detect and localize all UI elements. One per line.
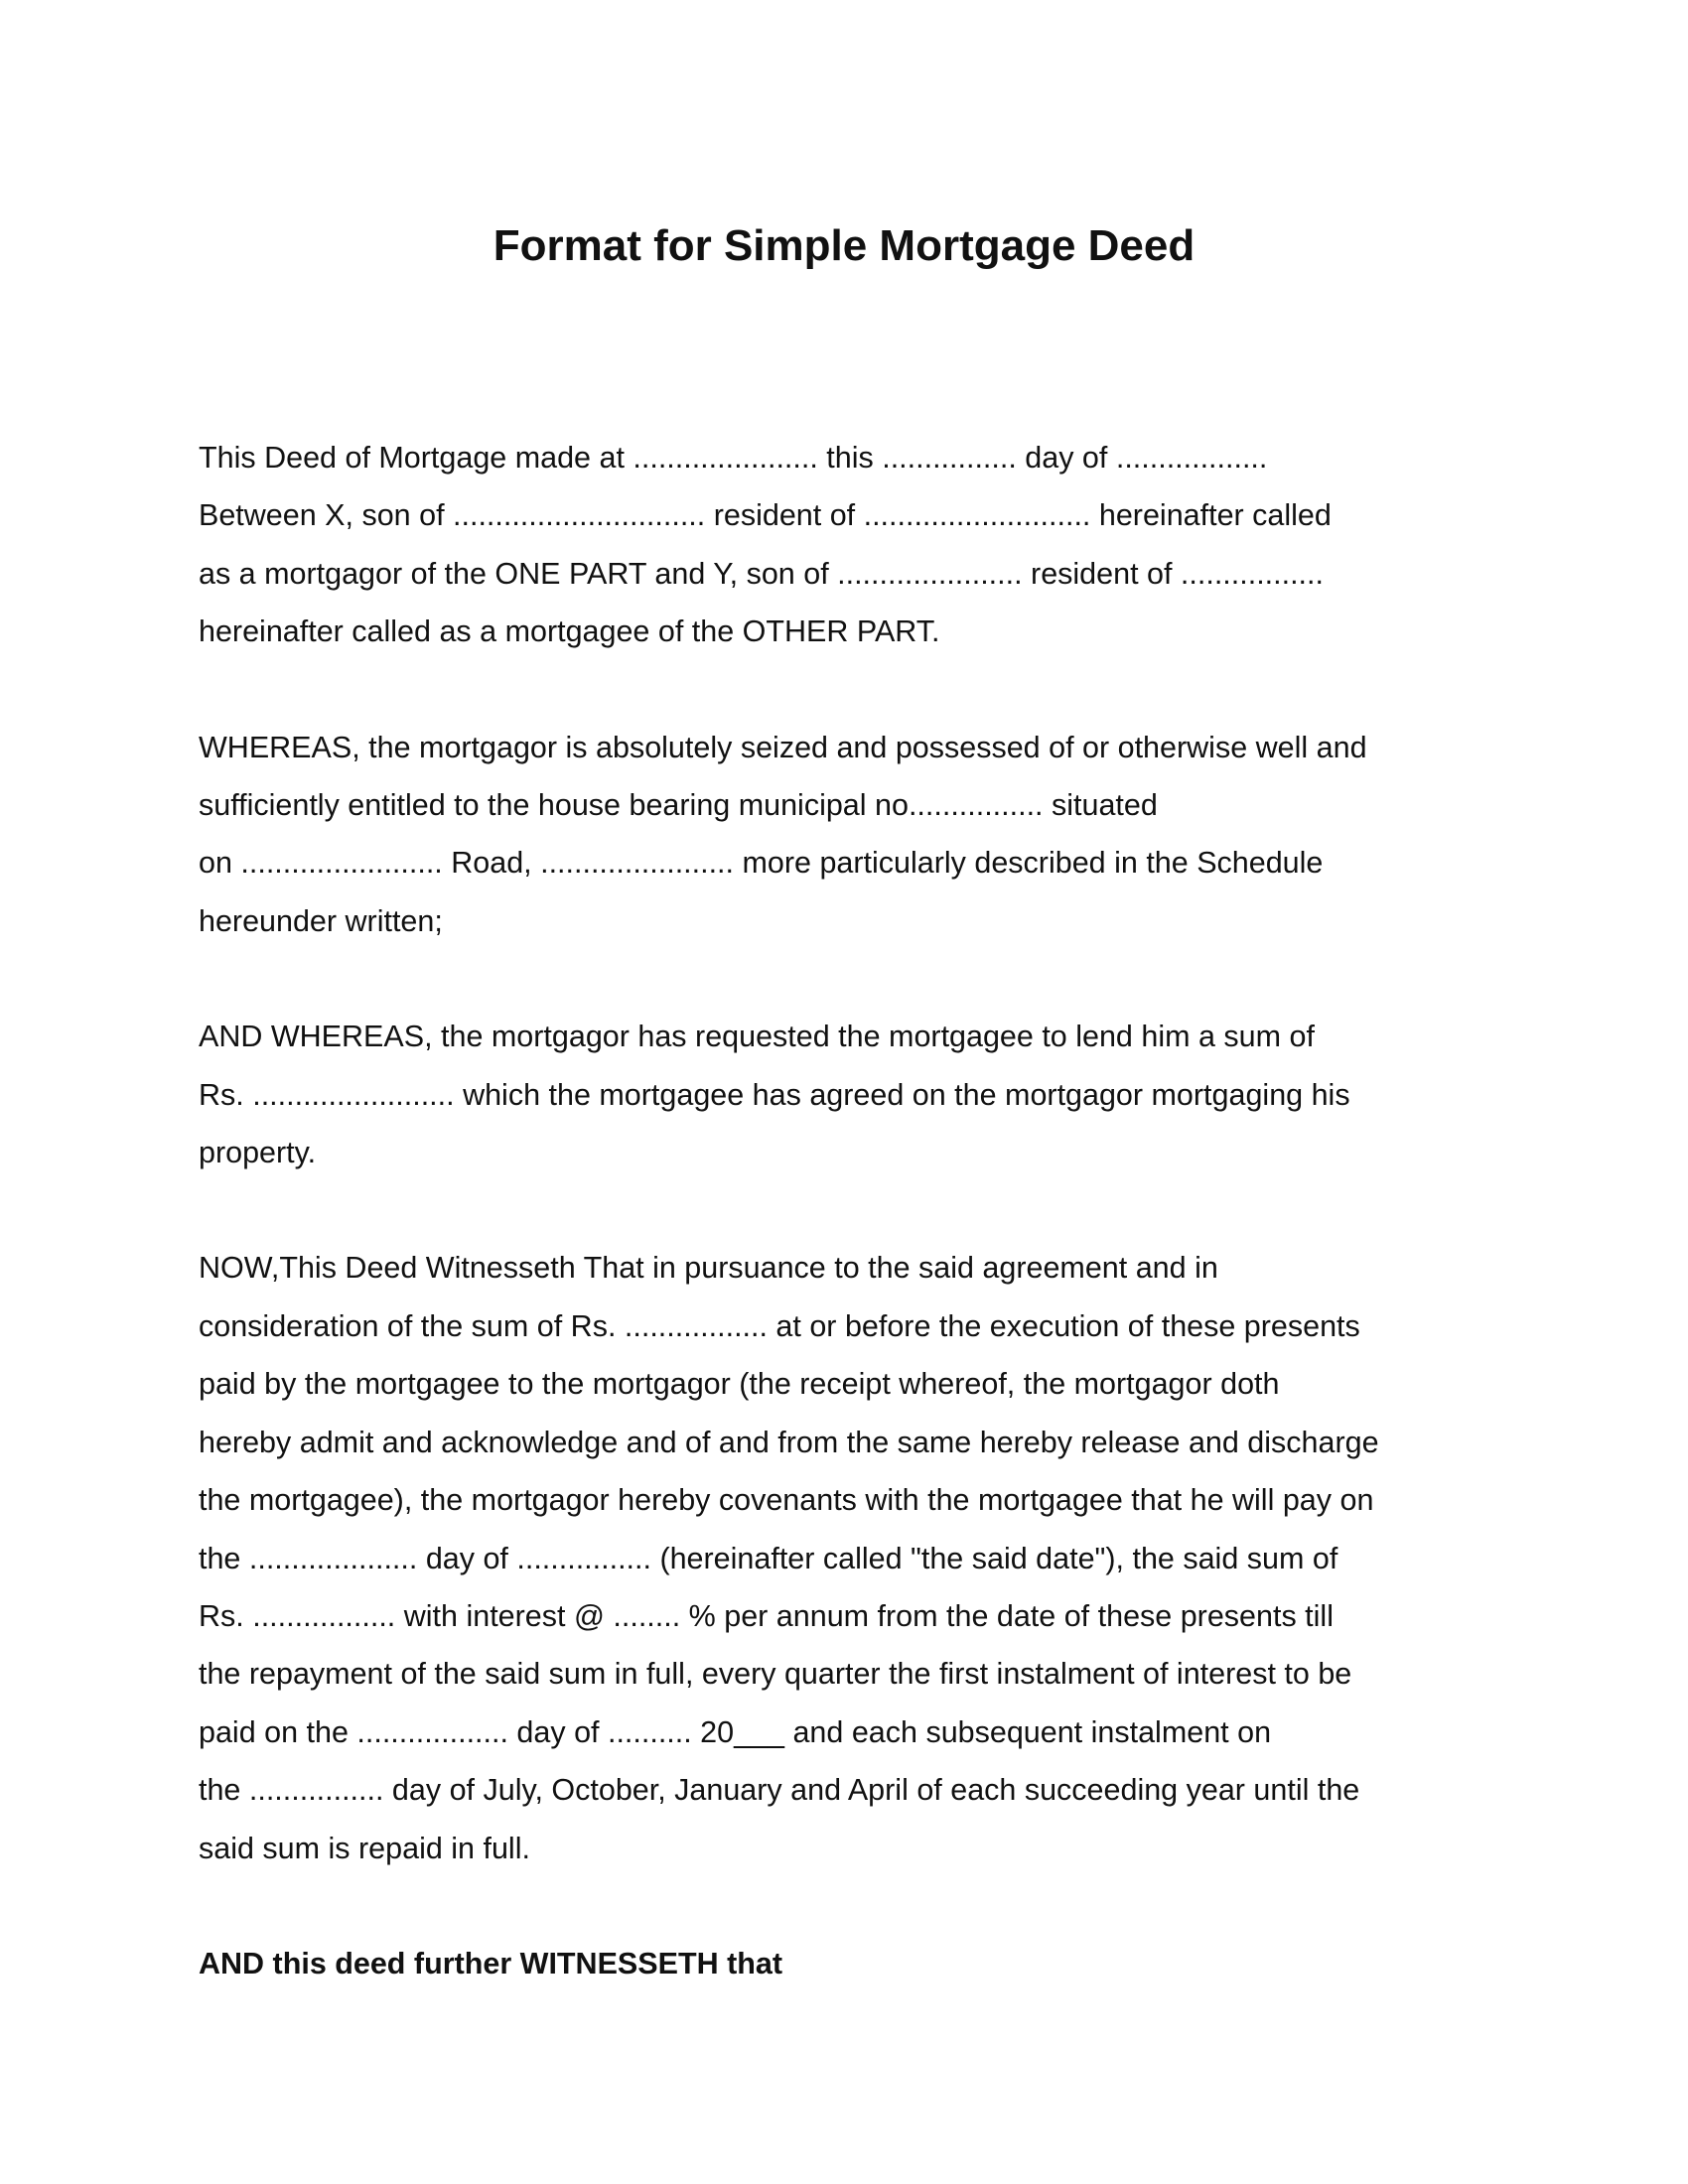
paragraph-line: property.	[199, 1136, 317, 1170]
paragraph-further-witnesseth	[199, 1935, 1509, 1992]
paragraph-line: Rs. ................. with interest @ ........ % per annum from the date of these presents till	[199, 1598, 1334, 1633]
paragraph-line: paid on the .................. day of .......... 20___ and each subsequent instalment on	[199, 1714, 1272, 1749]
paragraph-line: the .................... day of ................ (hereinafter called "the said date"), the said sum of	[199, 1541, 1338, 1575]
paragraph-line: This Deed of Mortgage made at ...................... this ................ day of ..................	[199, 441, 1268, 475]
paragraph-line: hereby admit and acknowledge and of and from the same hereby release and discharge	[199, 1425, 1379, 1459]
paragraph-line: the repayment of the said sum in full, every quarter the first instalment of interest to be	[199, 1657, 1352, 1692]
paragraph-line: sufficiently entitled to the house bearing municipal no................ situated	[199, 788, 1158, 823]
paragraph-line: hereinafter called as a mortgagee of the OTHER PART.	[199, 614, 940, 649]
paragraph-line: hereunder written;	[199, 903, 443, 938]
paragraph-line: AND WHEREAS, the mortgagor has requested the mortgagee to lend him a sum of	[199, 1020, 1315, 1054]
paragraph-line: as a mortgagor of the ONE PART and Y, son of ...................... resident of .................	[199, 556, 1324, 591]
paragraph-and-whereas	[199, 1008, 1509, 1181]
document-body	[199, 429, 1509, 2050]
paragraph-line-bold: AND this deed further WITNESSETH that	[199, 1946, 782, 1980]
paragraph-line: on ........................ Road, ....................... more particularly described in the Schedule	[199, 846, 1324, 881]
paragraph-line: consideration of the sum of Rs. ................. at or before the execution of these presents	[199, 1308, 1360, 1343]
paragraph-deed-parties	[199, 429, 1509, 661]
paragraph-now-witnesseth	[199, 1239, 1509, 1876]
paragraph-line: Between X, son of .............................. resident of ........................... hereinafter called	[199, 498, 1332, 533]
paragraph-line: NOW,This Deed Witnesseth That in pursuance to the said agreement and in	[199, 1251, 1218, 1286]
paragraph-whereas	[199, 719, 1509, 951]
document-title: Format for Simple Mortgage Deed	[492, 221, 1196, 270]
paragraph-line: paid by the mortgagee to the mortgagor (the receipt whereof, the mortgagor doth	[199, 1367, 1280, 1402]
paragraph-line: said sum is repaid in full.	[199, 1831, 530, 1865]
paragraph-line: Rs. ........................ which the mortgagee has agreed on the mortgagor mortgaging his	[199, 1077, 1350, 1112]
paragraph-line: WHEREAS, the mortgagor is absolutely seized and possessed of or otherwise well and	[199, 730, 1367, 764]
paragraph-line: the mortgagee), the mortgagor hereby covenants with the mortgagee that he will pay on	[199, 1483, 1374, 1518]
paragraph-line: the ................ day of July, October, January and April of each succeeding year until the	[199, 1773, 1360, 1808]
